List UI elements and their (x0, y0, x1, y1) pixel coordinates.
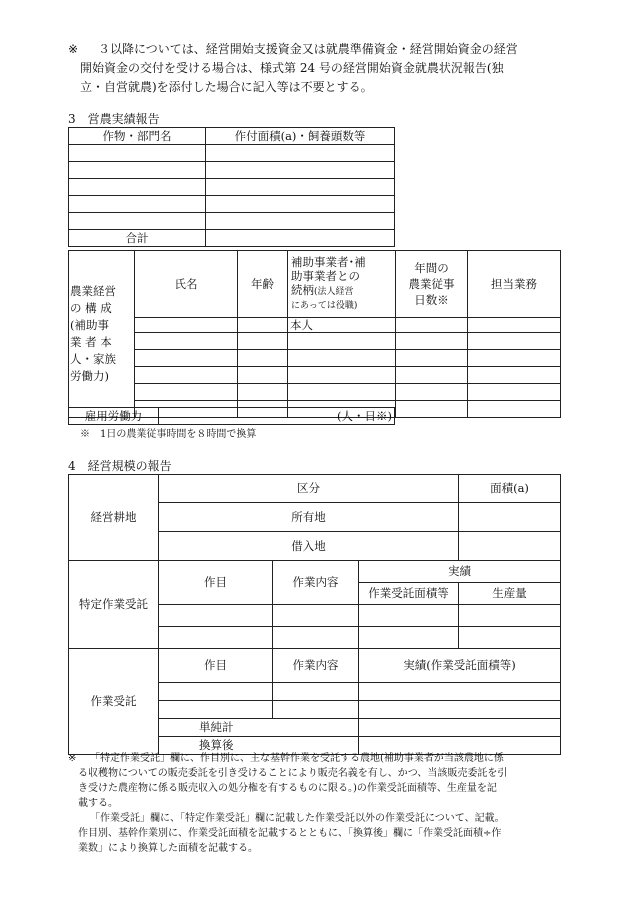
converted-label: 換算後 (159, 737, 359, 755)
specific-output-cell[interactable] (459, 627, 561, 649)
relation-small: (法人経営 (314, 287, 354, 297)
col-crop-name: 作物・部門名 (69, 128, 206, 145)
net-total-label: 単純計 (159, 719, 359, 737)
days-line-1: 年間の (414, 261, 449, 275)
duty-cell[interactable] (468, 333, 561, 350)
name-cell[interactable] (135, 318, 238, 333)
specific-label: 特定作業受託 (69, 561, 159, 649)
contract-result-head: 実績(作業受託面積等) (359, 649, 561, 683)
area-cell[interactable] (206, 179, 395, 196)
duty-cell[interactable] (468, 401, 561, 418)
relation-line-2: 助事業者との (291, 269, 360, 283)
net-total-cell[interactable] (359, 719, 561, 737)
contract-crop-head: 作目 (159, 649, 273, 683)
specific-result-head: 実績 (359, 561, 561, 583)
age-cell[interactable] (238, 367, 288, 384)
crop-total-value[interactable] (206, 230, 395, 247)
name-cell[interactable] (135, 367, 238, 384)
bottom-notes (68, 751, 563, 856)
age-cell[interactable] (238, 318, 288, 333)
p2-line-3: 業数」により換算した面積を記載する。 (78, 843, 258, 854)
age-cell[interactable] (238, 350, 288, 367)
specific-output-head: 生産量 (459, 583, 561, 605)
relation-cell[interactable] (288, 350, 396, 367)
p1-line-2: る収穫物についての販売委託を引き受けることにより販売名義を有し、かつ、当該販売委託を引 (78, 768, 508, 779)
specific-output-cell[interactable] (459, 605, 561, 627)
area-cell[interactable] (206, 145, 395, 162)
crop-cell[interactable] (69, 196, 206, 213)
crop-cell[interactable] (69, 145, 206, 162)
specific-crop-cell[interactable] (159, 627, 273, 649)
specific-content-cell[interactable] (273, 605, 359, 627)
contract-result-cell[interactable] (359, 701, 561, 719)
contract-result-cell[interactable] (359, 683, 561, 701)
rented-area-cell[interactable] (459, 532, 561, 561)
employed-labor-table (68, 407, 395, 425)
days-line-2: 農業従事 (408, 277, 455, 291)
crop-total-label: 合計 (69, 230, 206, 247)
relation-cell[interactable] (288, 333, 396, 350)
p1-line-1: 「特定作業受託」欄に、作目別に、主な基幹作業を受託する農地(補助事業者が当該農地に係 (90, 753, 504, 764)
col-area-head: 作付面積(a)・飼養頭数等 (206, 128, 395, 145)
top-note (68, 40, 568, 97)
area-cell[interactable] (206, 196, 395, 213)
p2-line-2: 作目別、基幹作業別に、作業受託面積を記載するとともに、「換算後」欄に「作業受託面積÷作 (78, 828, 502, 839)
specific-crop-cell[interactable] (159, 605, 273, 627)
days-cell[interactable] (396, 401, 468, 418)
crop-table (68, 127, 395, 247)
name-cell[interactable] (135, 333, 238, 350)
p1-line-4: 載する。 (78, 798, 118, 809)
name-cell[interactable] (135, 384, 238, 401)
days-cell[interactable] (396, 333, 468, 350)
note-mark: ※ (68, 42, 79, 56)
farmland-rented: 借入地 (159, 532, 459, 561)
duty-cell[interactable] (468, 367, 561, 384)
labor-rowhead (69, 251, 135, 418)
days-line-3: 日数※ (414, 293, 449, 307)
contract-content-cell[interactable] (273, 701, 359, 719)
scale-table (68, 474, 561, 755)
section3-heading: 3 営農実績報告 (68, 112, 160, 126)
duty-cell[interactable] (468, 384, 561, 401)
contract-label: 作業受託 (69, 649, 159, 755)
relation-main: 続柄 (291, 283, 314, 297)
employed-value[interactable]: (人・日※) (159, 408, 395, 425)
relation-line-4: にあっては役職) (291, 301, 358, 311)
relation-self: 本人 (288, 318, 396, 333)
farmland-area-head: 面積(a) (459, 475, 561, 503)
p2-line-1: 「作業受託」欄に、「特定作業受託」欄に記載した作業受託以外の作業受託について、記載。 (90, 813, 505, 824)
rowhead-line-6: 労働力) (70, 369, 109, 384)
specific-area-cell[interactable] (359, 605, 459, 627)
p1-line-3: き受けた農産物に係る販売収入の処分権を有するものに限る。)の作業受託面積等、生産量を記 (78, 783, 497, 794)
area-cell[interactable] (206, 162, 395, 179)
col-name: 氏名 (135, 251, 238, 318)
farmland-owned: 所有地 (159, 503, 459, 532)
labor-table (68, 250, 561, 418)
col-days (396, 251, 468, 318)
labor-footnote: ※ 1日の農業従事時間を８時間で換算 (80, 429, 257, 440)
note-line-1: ３以降については、経営開始支援資金又は就農準備資金・経営開始資金の経営 (98, 42, 518, 56)
area-cell[interactable] (206, 213, 395, 230)
section4-heading: 4 経営規模の報告 (68, 459, 172, 473)
specific-area-cell[interactable] (359, 627, 459, 649)
crop-cell[interactable] (69, 162, 206, 179)
rowhead-line-3: (補助事 (70, 318, 109, 333)
age-cell[interactable] (238, 333, 288, 350)
rowhead-line-4: 業 者 本 (70, 335, 112, 350)
specific-area-head: 作業受託面積等 (359, 583, 459, 605)
duty-cell[interactable] (468, 350, 561, 367)
contract-content-head: 作業内容 (273, 649, 359, 683)
specific-content-head: 作業内容 (273, 561, 359, 605)
farmland-label: 経営耕地 (69, 475, 159, 561)
bottom-note-mark: ※ (68, 753, 77, 764)
crop-cell[interactable] (69, 179, 206, 196)
col-duty: 担当業務 (468, 251, 561, 318)
relation-cell[interactable] (288, 384, 396, 401)
days-cell[interactable] (396, 367, 468, 384)
crop-cell[interactable] (69, 213, 206, 230)
col-relation (288, 251, 396, 318)
relation-line-3 (291, 283, 392, 299)
contract-crop-cell[interactable] (159, 683, 273, 701)
owned-area-cell[interactable] (459, 503, 561, 532)
col-age: 年齢 (238, 251, 288, 318)
rowhead-line-1: 農業経営 (70, 284, 116, 299)
specific-crop-head: 作目 (159, 561, 273, 605)
relation-cell[interactable] (288, 367, 396, 384)
note-line-3: 立・自営就農)を添付した場合に記入等は不要とする。 (80, 80, 373, 94)
duty-cell[interactable] (468, 318, 561, 333)
days-cell[interactable] (396, 318, 468, 333)
days-cell[interactable] (396, 350, 468, 367)
rowhead-line-2: の 構 成 (70, 301, 112, 316)
farmland-kubun-head: 区分 (159, 475, 459, 503)
days-cell[interactable] (396, 384, 468, 401)
relation-line-1: 補助事業者･補 (291, 255, 366, 269)
contract-content-cell[interactable] (273, 683, 359, 701)
age-cell[interactable] (238, 384, 288, 401)
rowhead-line-5: 人・家族 (70, 352, 116, 367)
name-cell[interactable] (135, 350, 238, 367)
specific-content-cell[interactable] (273, 627, 359, 649)
note-line-2: 開始資金の交付を受ける場合は、様式第 24 号の経営開始資金就農状況報告(独 (80, 61, 504, 75)
employed-label: 雇用労働力 (69, 408, 159, 425)
contract-crop-cell[interactable] (159, 701, 273, 719)
